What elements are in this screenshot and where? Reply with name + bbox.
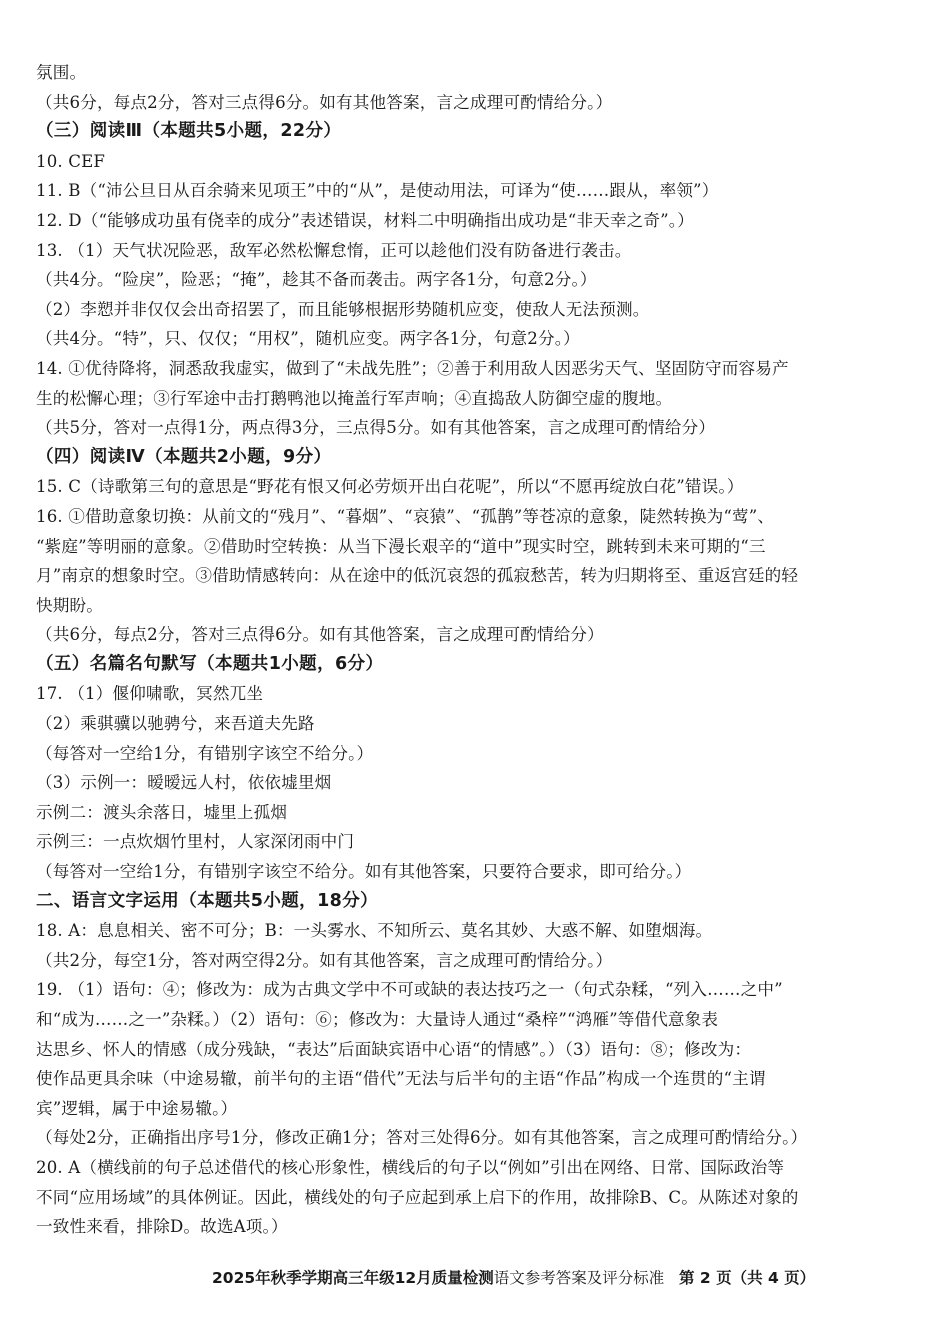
answer-key-content [36, 58, 916, 1242]
section-heading: 二、语言文字运用（本题共5小题，18分） [36, 890, 379, 911]
answer-line: 快期盼。 [36, 595, 103, 615]
answer-line: 12. D（“能够成功虽有侥幸的成分”表述错误，材料二中明确指出成功是“非天幸之奇”。） [36, 210, 694, 230]
answer-line: （3）示例一：暧暧远人村，依依墟里烟 [36, 773, 332, 793]
answer-line: （共4分。“险戾”，险恶；“掩”，趁其不备而袭击。两字各1分，句意2分。） [36, 270, 597, 290]
page-footer [212, 1266, 815, 1288]
answer-line: 16. ①借助意象切换：从前文的“残月”、“暮烟”、“哀猿”、“孤鹊”等苍凉的意象，陡然转换为“莺”、 [36, 506, 775, 526]
answer-line: （2）李愬并非仅仅会出奇招罢了，而且能够根据形势随机应变，使敌人无法预测。 [36, 299, 650, 319]
section-heading: （三）阅读Ⅲ（本题共5小题，22分） [36, 121, 342, 142]
footer-page-number: 第 2 页（共 4 页） [679, 1269, 816, 1287]
answer-line: （2）乘骐骥以驰骋兮，来吾道夫先路 [36, 714, 315, 734]
answer-line: 10. CEF [36, 151, 106, 171]
answer-line: 11. B（“沛公旦日从百余骑来见项王”中的“从”，是使动用法，可译为“使……跟从，率领”） [36, 181, 719, 201]
answer-line: 一致性来看，排除D。故选A项。） [36, 1217, 288, 1237]
answer-line: 和“成为……之一”杂糅。）（2）语句：⑥；修改为：大量诗人通过“桑梓”“鸿雁”等借代意象表 [36, 1010, 719, 1029]
answer-line: 17. （1）偃仰啸歌，冥然兀坐 [36, 684, 264, 704]
answer-line: （共2分，每空1分，答对两空得2分。如有其他答案，言之成理可酌情给分。） [36, 950, 613, 970]
answer-line: 18. A：息息相关、密不可分；B：一头雾水、不知所云、莫名其妙、大惑不解、如堕烟海。 [36, 921, 713, 941]
answer-line: 使作品更具余味（中途易辙，前半句的主语“借代”无法与后半句的主语“作品”构成一个连贯的“主谓 [36, 1069, 766, 1089]
answer-line: 19. （1）语句：④；修改为：成为古典文学中不可或缺的表达技巧之一（句式杂糅，“列入……之中” [36, 980, 783, 1000]
answer-line: 示例二：渡头余落日，墟里上孤烟 [36, 802, 288, 822]
answer-line: 13. （1）天气状况险恶，敌军必然松懈怠惰，正可以趁他们没有防备进行袭击。 [36, 240, 632, 260]
answer-line: （每答对一空给1分，有错别字该空不给分。） [36, 743, 374, 763]
answer-line: 不同“应用场域”的具体例证。因此，横线处的句子应起到承上启下的作用，故排除B、C。从陈述对象的 [36, 1187, 799, 1207]
answer-line: （每答对一空给1分，有错别字该空不给分。如有其他答案，只要符合要求，即可给分。） [36, 862, 692, 882]
answer-line: （共4分。“特”，只、仅仅；“用权”，随机应变。两字各1分，句意2分。） [36, 329, 580, 349]
answer-line: 15. C（诗歌第三句的意思是“野花有恨又何必劳烦开出白花呢”，所以“不愿再绽放白花”错误。） [36, 477, 744, 497]
answer-line: （共5分，答对一点得1分，两点得3分，三点得5分。如有其他答案，言之成理可酌情给分） [36, 418, 716, 438]
answer-line: 14. ①优待降将，洞悉敌我虚实，做到了“未战先胜”；②善于利用敌人因恶劣天气、坚固防守而容易产 [36, 358, 789, 378]
answer-line: 生的松懈心理；③行军途中击打鹅鸭池以掩盖行军声响；④直捣敌人防御空虚的腹地。 [36, 388, 673, 408]
section-heading: （五）名篇名句默写（本题共1小题，6分） [36, 653, 384, 674]
answer-line: 达思乡、怀人的情感（成分残缺，“表达”后面缺宾语中心语“的情感”。）（3）语句：⑧；修改为： [36, 1039, 752, 1059]
answer-line: “紫庭”等明丽的意象。②借助时空转换：从当下漫长艰辛的“道中”现实时空，跳转到未来可期的“三 [36, 536, 766, 556]
answer-line: 月”南京的想象时空。③借助情感转向：从在途中的低沉哀怨的孤寂愁苦，转为归期将至、重返宫廷的轻 [36, 566, 799, 586]
footer-subtitle: 语文参考答案及评分标准 [493, 1269, 665, 1287]
answer-line: （共6分，每点2分，答对三点得6分。如有其他答案，言之成理可酌情给分） [36, 625, 604, 645]
answer-key-page [36, 58, 916, 1242]
section-heading: （四）阅读Ⅳ（本题共2小题，9分） [36, 446, 332, 467]
footer-exam-title: 2025年秋季学期高三年级12月质量检测 [212, 1269, 494, 1287]
answer-line: 宾”逻辑，属于中途易辙。） [36, 1098, 238, 1118]
answer-line: 20. A（横线前的句子总述借代的核心形象性，横线后的句子以“例如”引出在网络、日常、国际政治等 [36, 1157, 785, 1177]
answer-line: （每处2分，正确指出序号1分，修改正确1分；答对三处得6分。如有其他答案，言之成理可酌情给分。） [36, 1128, 808, 1148]
answer-line: 氛围。 [36, 63, 87, 82]
answer-line: 示例三：一点炊烟竹里村，人家深闭雨中门 [36, 832, 355, 852]
answer-line: （共6分，每点2分，答对三点得6分。如有其他答案，言之成理可酌情给分。） [36, 92, 613, 112]
